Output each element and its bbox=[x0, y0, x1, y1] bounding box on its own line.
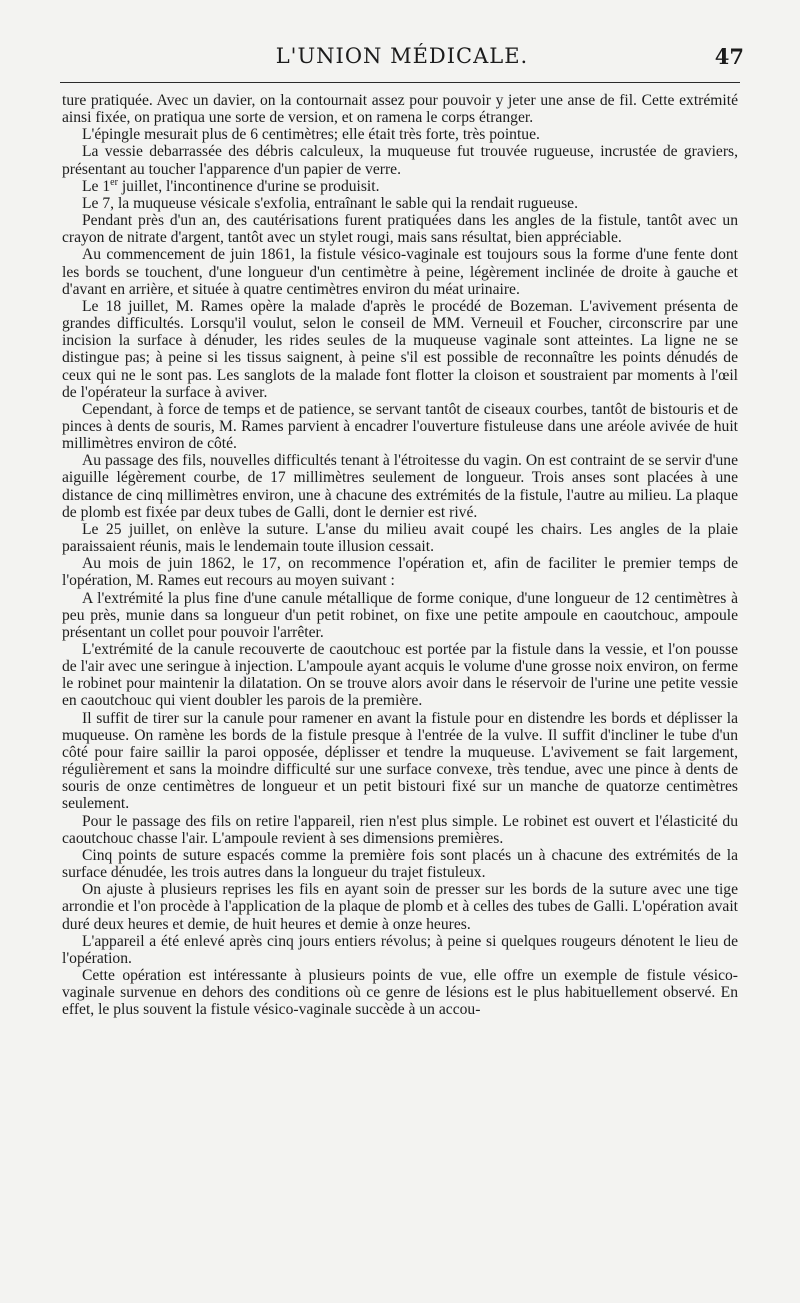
paragraph: Il suffit de tirer sur la canule pour ramener en avant la fistule pour en distendre les bords et déplisser la muqueuse. On ramène les bords de la fistule presque à l'entrée de la vulve. Il suffit d'incliner le tube d'un côté pour faire saillir la paroi opposée, déplisser et tendre la muqueuse. L'avivement se fait largement, régulièrement et sans la moindre difficulté sur une surface convexe, très tendue, avec une pince à dents de souris de onze centimètres de longueur et un petit bistouri fixé sur un manche de quatorze centimètres seulement. bbox=[62, 709, 738, 813]
paragraph: ture pratiquée. Avec un davier, on la contournait assez pour pouvoir y jeter une anse de fil. Cette extrémité ainsi fixée, on pratiqua une sorte de version, et on ramena le corps étranger. bbox=[62, 92, 738, 127]
page-header bbox=[60, 44, 744, 74]
paragraph: L'appareil a été enlevé après cinq jours entiers révolus; à peine si quelques rougeurs dénotent le lieu de l'opération. bbox=[62, 932, 738, 967]
running-title: L'UNION MÉDICALE. bbox=[275, 44, 529, 68]
page-number: 47 bbox=[714, 44, 744, 69]
header-rule bbox=[60, 82, 740, 83]
paragraph: La vessie debarrassée des débris calculeux, la muqueuse fut trouvée rugueuse, incrustée de graviers, présentant au toucher l'apparence d'un papier de verre. bbox=[62, 143, 738, 178]
paragraph: L'extrémité de la canule recouverte de caoutchouc est portée par la fistule dans la vessie, et l'on pousse de l'air avec une seringue à injection. L'ampoule ayant acquis le volume d'une grosse noix environ, on ferme le robinet pour maintenir la dilatation. On se trouve alors avoir dans le réservoir de l'urine une petite vessie en caoutchouc qui vient doubler les parois de la première. bbox=[62, 641, 738, 710]
paragraph: Au commencement de juin 1861, la fistule vésico-vaginale est toujours sous la forme d'une fente dont les bords se touchent, d'une longueur d'un centimètre à peine, légèrement inclinée de droite à gauche et d'avant en arrière, et située à quatre centimètres environ du méat urinaire. bbox=[62, 246, 738, 298]
paragraph: Au mois de juin 1862, le 17, on recommence l'opération et, afin de faciliter le premier temps de l'opération, M. Rames eut recours au moyen suivant : bbox=[62, 555, 738, 590]
paragraph: Cependant, à force de temps et de patience, se servant tantôt de ciseaux courbes, tantôt de bistouris et de pinces à dents de souris, M. Rames parvient à encadrer l'ouverture fistuleuse dans une aréole avivée de huit millimètres environ de côté. bbox=[62, 400, 738, 453]
paragraph: L'épingle mesurait plus de 6 centimètres; elle était très forte, très pointue. bbox=[82, 126, 540, 144]
paragraph: On ajuste à plusieurs reprises les fils en ayant soin de presser sur les bords de la suture avec une tige arrondie et l'on procède à l'application de la plaque de plomb et à celles des tubes de Galli. L'opération avait duré deux heures et demie, de huit heures et demie à onze heures. bbox=[62, 881, 738, 933]
paragraph: Le 25 juillet, on enlève la suture. L'anse du milieu avait coupé les chairs. Les angles de la plaie paraissaient réunis, mais le lendemain toute illusion cessait. bbox=[62, 520, 738, 556]
paragraph: Au passage des fils, nouvelles difficultés tenant à l'étroitesse du vagin. On est contraint de se servir d'une aiguille légèrement courbe, de 17 millimètres seulement de longueur. Trois anses sont placées à une distance de cinq millimètres environ, une à chacune des extrémités de la fistule, l'autre au milieu. La plaque de plomb est fixée par deux tubes de Galli, dont le dernier est rivé. bbox=[62, 452, 738, 521]
paragraph: Pour le passage des fils on retire l'appareil, rien n'est plus simple. Le robinet est ouvert et l'élasticité du caoutchouc chasse l'air. L'ampoule revient à ses dimensions premières. bbox=[62, 812, 738, 847]
paragraph: Pendant près d'un an, des cautérisations furent pratiquées dans les angles de la fistule, tantôt avec un crayon de nitrate d'argent, tantôt avec un stylet rougi, mais sans résultat, bien appréciable. bbox=[62, 212, 738, 247]
article-body bbox=[62, 92, 738, 1018]
paragraph: Le 7, la muqueuse vésicale s'exfolia, entraînant le sable qui la rendait rugueuse. bbox=[82, 194, 578, 212]
paragraph: Cinq points de suture espacés comme la première fois sont placés un à chacune des extrémités de la surface dénudée, les trois autres dans la longueur du trajet fistuleux. bbox=[62, 846, 738, 882]
paragraph: Le 18 juillet, M. Rames opère la malade d'après le procédé de Bozeman. L'avivement présenta de grandes difficultés. Lorsqu'il voulut, selon le conseil de MM. Verneuil et Foucher, circonscrire par une incision la surface à dénuder, les rides seules de la muqueuse vaginale sont atteintes. La ligne ne se distingue pas; à peine si les tissus saignent, à peine s'il est possible de reconnaître les points dénudés de ceux qui ne le sont pas. Les sanglots de la malade font flotter la cloison et soustraient par moments à l'œil de l'opérateur la surface à aviver. bbox=[62, 297, 738, 401]
paragraph: Le 1er juillet, l'incontinence d'urine se produisit. bbox=[82, 176, 380, 195]
paragraph: Cette opération est intéressante à plusieurs points de vue, elle offre un exemple de fistule vésico-vaginale survenue en dehors des conditions où ce genre de lésions est le plus habituellement observé. En effet, le plus souvent la fistule vésico-vaginale succède à un accou- bbox=[62, 966, 738, 1019]
paragraph: A l'extrémité la plus fine d'une canule métallique de forme conique, d'une longueur de 12 centimètres à peu près, munie dans sa longueur d'un petit robinet, on fixe une petite ampoule en caoutchouc, ampoule présentant un collet pour pouvoir l'arrêter. bbox=[62, 589, 738, 641]
